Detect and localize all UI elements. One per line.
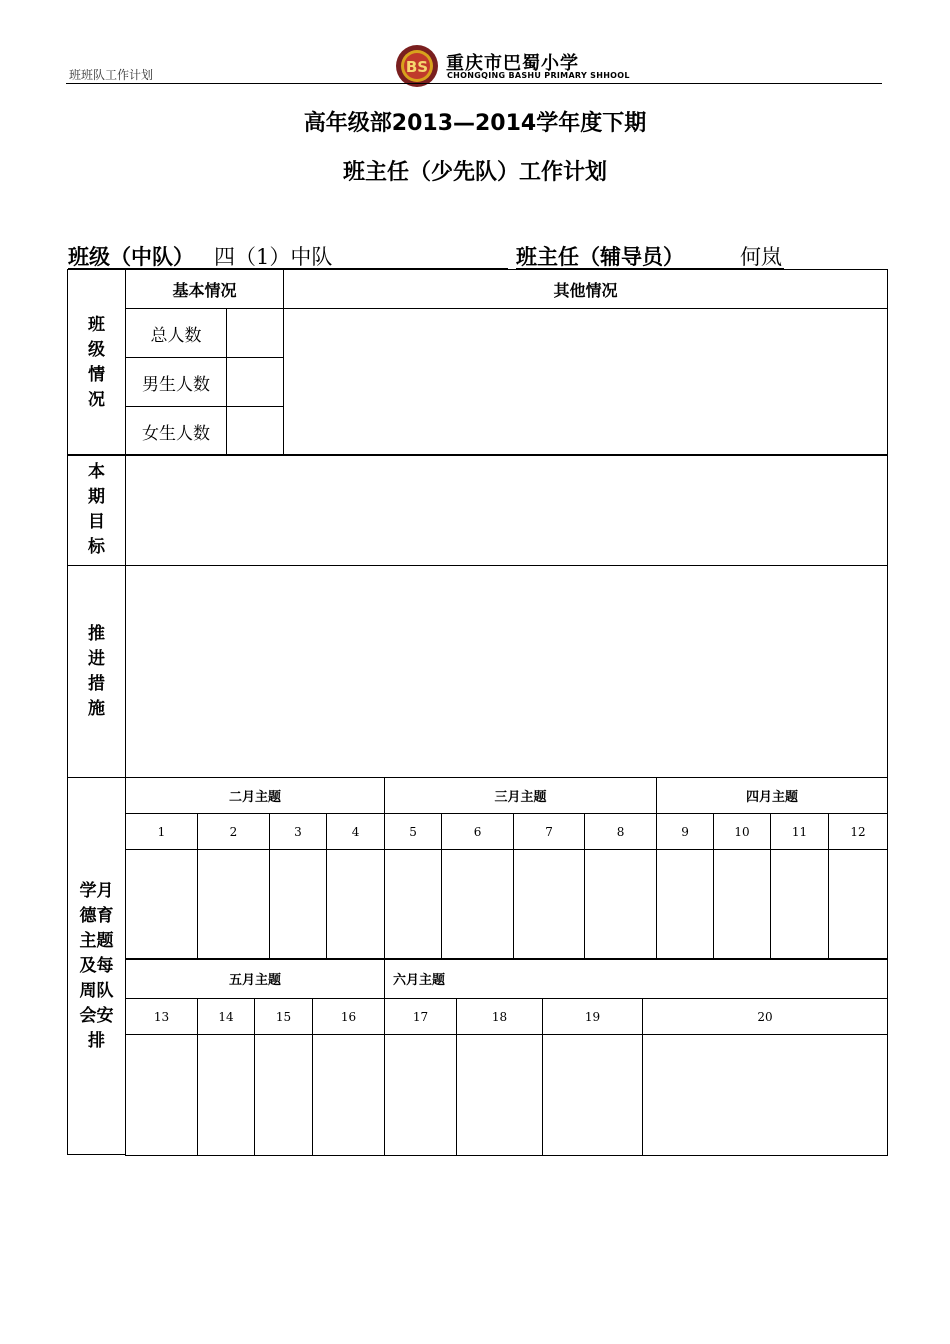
girls-count-cell[interactable] — [227, 407, 284, 456]
week-plan-cell[interactable] — [457, 1035, 543, 1156]
basic-info-header: 基本情况 — [126, 270, 284, 309]
week-plan-cell[interactable] — [585, 850, 657, 960]
week-plan-cell[interactable] — [514, 850, 585, 960]
week-plan-cell[interactable] — [829, 850, 888, 960]
week-number: 14 — [198, 999, 255, 1035]
month-theme-feb: 二月主题 — [126, 778, 385, 814]
week-number: 19 — [543, 999, 643, 1035]
other-info-cell[interactable] — [284, 309, 888, 456]
week-number: 20 — [643, 999, 888, 1035]
svg-text:BS: BS — [405, 58, 429, 76]
schedule-bottom-table — [125, 958, 888, 1156]
class-situation-label: 班级情况 — [68, 270, 126, 456]
week-plan-cell[interactable] — [198, 1035, 255, 1156]
week-number: 10 — [714, 814, 771, 850]
week-number: 18 — [457, 999, 543, 1035]
week-number: 5 — [385, 814, 442, 850]
schedule-label-table — [67, 777, 126, 1155]
week-plan-cell[interactable] — [385, 850, 442, 960]
week-plan-cell[interactable] — [442, 850, 514, 960]
header-document-title: 班班队工作计划 — [69, 68, 154, 82]
week-number: 7 — [514, 814, 585, 850]
class-value: 四（1）中队 — [214, 245, 333, 269]
week-number: 15 — [255, 999, 313, 1035]
school-logo — [395, 44, 439, 88]
week-plan-cell[interactable] — [643, 1035, 888, 1156]
measures-cell[interactable] — [126, 566, 888, 778]
month-theme-mar: 三月主题 — [385, 778, 657, 814]
boys-count-label: 男生人数 — [126, 358, 227, 407]
week-number: 9 — [657, 814, 714, 850]
week-plan-cell[interactable] — [714, 850, 771, 960]
week-plan-cell[interactable] — [657, 850, 714, 960]
class-situation-table — [67, 269, 888, 456]
measures-label: 推进措施 — [68, 566, 126, 778]
week-plan-cell[interactable] — [771, 850, 829, 960]
week-plan-cell[interactable] — [270, 850, 327, 960]
month-theme-apr: 四月主题 — [657, 778, 888, 814]
week-plan-cell[interactable] — [385, 1035, 457, 1156]
goals-label: 本期目标 — [68, 455, 126, 566]
school-name-en: CHONGQING BASHU PRIMARY SHHOOL — [447, 71, 630, 80]
week-plan-cell[interactable] — [198, 850, 270, 960]
week-number: 8 — [585, 814, 657, 850]
month-theme-jun: 六月主题 — [385, 959, 888, 999]
week-plan-cell[interactable] — [327, 850, 385, 960]
week-plan-cell[interactable] — [313, 1035, 385, 1156]
week-number: 13 — [126, 999, 198, 1035]
month-theme-may: 五月主题 — [126, 959, 385, 999]
week-number: 1 — [126, 814, 198, 850]
measures-table — [67, 565, 888, 778]
goals-table — [67, 454, 888, 566]
other-info-header: 其他情况 — [284, 270, 888, 309]
total-count-label: 总人数 — [126, 309, 227, 358]
boys-count-cell[interactable] — [227, 358, 284, 407]
week-number: 2 — [198, 814, 270, 850]
header-rule — [66, 83, 882, 84]
schedule-label: 学月德育主题及每周队会安排 — [68, 778, 126, 1155]
week-number: 16 — [313, 999, 385, 1035]
teacher-value: 何岚 — [740, 245, 782, 269]
week-number: 6 — [442, 814, 514, 850]
goals-cell[interactable] — [126, 455, 888, 566]
week-number: 17 — [385, 999, 457, 1035]
total-count-cell[interactable] — [227, 309, 284, 358]
document-title: 高年级部2013—2014学年度下期 — [303, 111, 647, 136]
week-plan-cell[interactable] — [126, 850, 198, 960]
girls-count-label: 女生人数 — [126, 407, 227, 456]
week-plan-cell[interactable] — [126, 1035, 198, 1156]
week-number: 11 — [771, 814, 829, 850]
week-number: 4 — [327, 814, 385, 850]
schedule-top-table — [125, 777, 888, 960]
class-label: 班级（中队） — [68, 245, 194, 269]
school-name-cn: 重庆市巴蜀小学 — [446, 53, 579, 74]
week-number: 3 — [270, 814, 327, 850]
document-subtitle: 班主任（少先队）工作计划 — [342, 160, 607, 185]
teacher-label: 班主任（辅导员） — [516, 245, 684, 269]
week-plan-cell[interactable] — [255, 1035, 313, 1156]
week-number: 12 — [829, 814, 888, 850]
week-plan-cell[interactable] — [543, 1035, 643, 1156]
